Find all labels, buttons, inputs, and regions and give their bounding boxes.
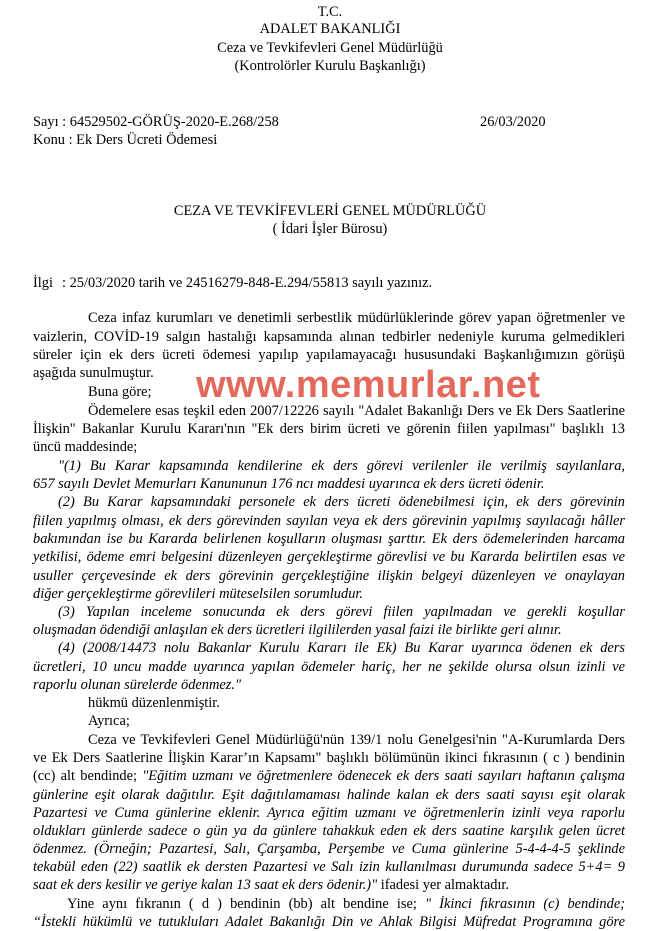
body-segment: Yine aynı fıkranın ( d ) bendinin (bb) alt bendine ise; (67, 896, 425, 912)
body-line-quote: oluşmadan ödendiği anlaşılan ek ders ücretleri ilgililerden yasal faizi ile birlikte geri alınır. (33, 622, 562, 638)
body-line-quote: usuller çerçevesinde ek ders görevinin gerçekleştiğine ilişkin belgeyi düzenleyen ve onaylayan (33, 568, 625, 584)
body-line-quote: bakımından ise bu Kararda belirlenen koşulların oluşması şarttır. Ek ders ödemelerinden harcama (33, 531, 625, 547)
body-line-quote: fiilen yapılmış olması, ek ders görevinden sayılan veya ek ders görevinin yapılmış sayılacağı hâller (33, 513, 625, 529)
body-line: Buna göre; (88, 384, 152, 400)
body-line: ve Ek Ders Saatlerine İlişkin Karar’ın Kapsamı" başlıklı bölümünün ikinci fıkrasının ( c ) bendinin (33, 750, 625, 766)
body-line-quote: (3) Yapılan inceleme sonucunda ek ders görevi fiilen yapılmadan ve gerekli koşullar (58, 604, 625, 620)
document-subject: Konu : Ek Ders Ücreti Ödemesi (33, 132, 218, 148)
body-line-quote: “İstekli hükümlü ve tutukluları Adalet Bakanlığı Din ve Ahlak Bilgisi Müfredat Programına göre (33, 914, 625, 930)
body-line-quote: 657 sayılı Devlet Memurları Kanununun 176 ncı maddesi uyarınca ek ders ücreti ödenir. (33, 476, 545, 492)
recipient-unit: ( İdari İşler Bürosu) (272, 221, 388, 237)
body-line-quote: tekabül eden (22) saatlik ek dersten Pazartesi ve Salı izin kullanılması durumunda sadece 5+4= 9 (33, 859, 625, 875)
body-line-quote: günlerine eşit olarak dağıtılır. Eşit dağıtılamaması halinde kalan ek ders saati sayısı eşit olarak (33, 787, 625, 803)
body-line: üncü maddesinde; (33, 439, 138, 455)
body-line-quote: (4) (2008/14473 nolu Bakanlar Kurulu Kararı ile Ek) Bu Karar uyarınca ödenen ek ders (58, 640, 625, 656)
body-segment-quote: saat ek ders kesilir ve geriye kalan 13 saat ek ders ödenir.)" (33, 877, 378, 893)
body-line-quote: "(1) Bu Karar kapsamında kendilerine ek ders görevi verilenler ile verilmiş sayılanlara, (58, 458, 625, 474)
recipient-name: CEZA VE TEVKİFEVLERİ GENEL MÜDÜRLÜĞÜ (173, 203, 487, 219)
body-segment-quote: " İkinci fıkrasının (c) bendinde; (425, 896, 626, 912)
body-line: Ödemelere esas teşkil eden 2007/12226 sayılı "Adalet Bakanlığı Ders ve Ek Ders Saatlerine (88, 403, 625, 419)
body-line-quote: yetkilisi, ödeme emri belgesini düzenleyen gerçekleştirme görevlisi ve bu Kararda belirtilen esas ve (33, 549, 625, 565)
body-line-quote: oldukları günlerde sadece o gün ya da günlere tahakkuk eden ek ders saatine karşılık gelen ücret (33, 823, 625, 839)
body-segment: (cc) alt bendinde; (33, 768, 143, 784)
reference-text: : 25/03/2020 tarih ve 24516279-848-E.294/55813 sayılı yazınız. (62, 275, 433, 291)
body-line-quote: ücretleri, 10 uncu madde uyarınca yapılan ödemeler hariç, her ne şekilde olursa olsun izinli ve (33, 659, 625, 675)
body-line-quote: diğer gerçekleştirme görevlileri müteselsilen sorumludur. (33, 586, 363, 602)
header-ministry: ADALET BAKANLIĞI (259, 21, 401, 37)
body-line: Ceza ve Tevkifevleri Genel Müdürlüğü'nün 139/1 nolu Genelgesi'nin "A-Kurumlarda Ders (88, 732, 625, 748)
reference-label: İlgi (33, 275, 53, 291)
header-tc: T.C. (317, 4, 343, 20)
body-line: Ayrıca; (88, 713, 130, 729)
body-line: aşağıda sunulmuştur. (33, 365, 154, 381)
body-line-quote: raporlu olunan sürelerde ödenmez." (33, 677, 242, 693)
body-line: hükmü düzenlenmiştir. (88, 695, 220, 711)
body-line-mixed (33, 877, 625, 894)
body-line: İlişkin" Bakanlar Kurulu Kararı'nın "Ek ders birim ücreti ve görenin fiilen yapılması" başlıklı 13 (33, 421, 625, 437)
header-unit: (Kontrolörler Kurulu Başkanlığı) (234, 58, 426, 74)
watermark: www.memurlar.net (196, 364, 541, 406)
body-line-quote: (2) Bu Karar kapsamındaki personele ek ders ücreti ödenebilmesi için, ek ders görevinin (58, 494, 625, 510)
document-number: Sayı : 64529502-GÖRÜŞ-2020-E.268/258 (33, 114, 279, 130)
body-segment: ifadesi yer almaktadır. (377, 877, 510, 893)
body-line-quote: Pazartesi ve Cuma günlerine eklenir. Ayrıca eğitim uzmanı ve öğretmenlerin izinli veya raporlu (33, 805, 625, 821)
body-line-quote: ödenmez. (Örneğin; Pazartesi, Salı, Çarşamba, Perşembe ve Cuma günlerine 5-4-4-4-5 şeklinde (33, 841, 625, 857)
body-line: Ceza infaz kurumları ve denetimli serbestlik müdürlüklerinde görev yapan öğretmenler ve (88, 310, 625, 326)
header-directorate: Ceza ve Tevkifevleri Genel Müdürlüğü (217, 40, 443, 56)
body-line-mixed (67, 896, 625, 913)
document-date: 26/03/2020 (480, 114, 546, 130)
body-segment-quote: "Eğitim uzmanı ve öğretmenlere ödenecek ek ders saati sayıları haftanın çalışma (142, 768, 625, 784)
body-line-mixed (33, 768, 625, 785)
body-line: süreler için ek ders ücreti ödemesi yapılıp yapılamayacağı hususundaki Başkanlığımızın görüşü (33, 347, 625, 363)
body-line: vaizlerin, COVİD-19 salgın hastalığı kapsamında alınan tedbirler nedeniyle kuruma gelmedikleri (33, 329, 625, 345)
